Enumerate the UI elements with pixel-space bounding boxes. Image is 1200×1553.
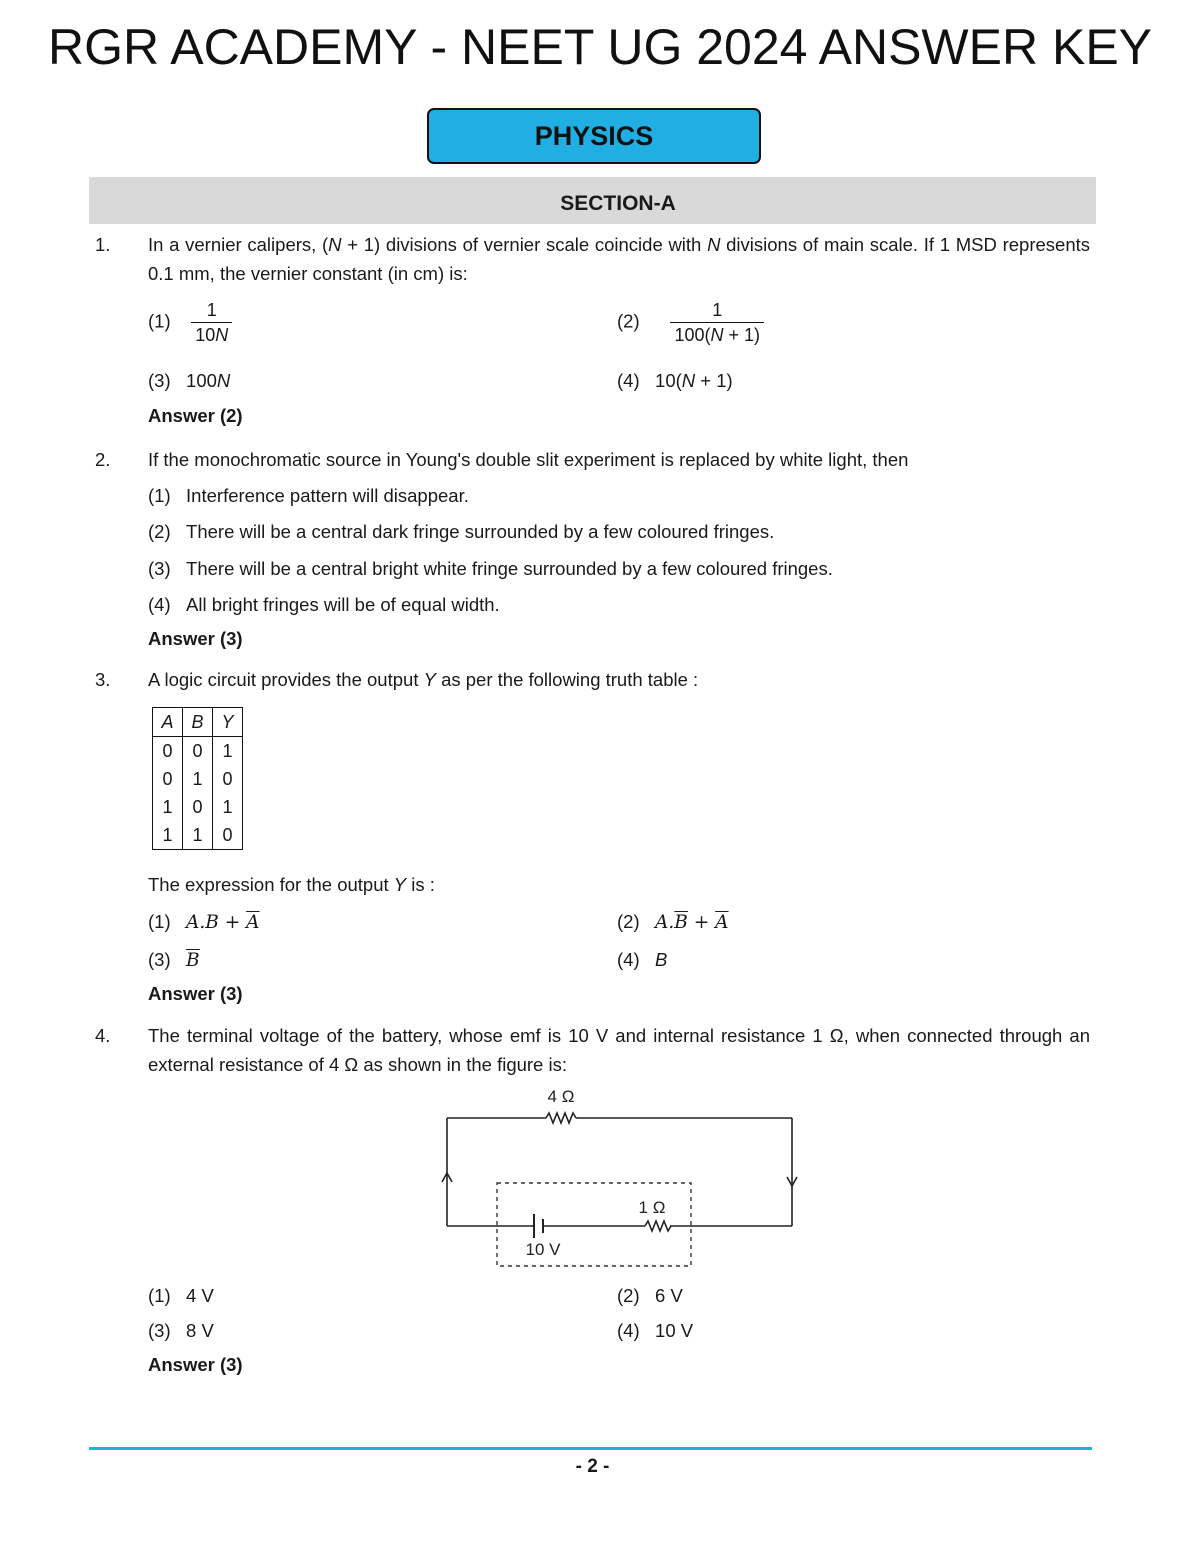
table-header-cell: Y: [213, 708, 243, 737]
table-cell: 0: [153, 737, 183, 766]
table-cell: 0: [183, 737, 213, 766]
option-3: (3) 100N: [148, 370, 231, 391]
option-4: (4) 10(N + 1): [617, 370, 733, 391]
table-cell: 0: [213, 765, 243, 793]
table-cell: 0: [153, 765, 183, 793]
question-text: If the monochromatic source in Young's double slit experiment is replaced by white light, then: [148, 449, 909, 470]
question-text: A logic circuit provides the output Y as per the following truth table :: [148, 669, 699, 690]
option-2: (2) There will be a central dark fringe surrounded by a few coloured fringes.: [148, 521, 775, 542]
table-cell: 0: [183, 793, 213, 821]
question-number: 2.: [95, 449, 111, 470]
subject-banner: PHYSICS: [427, 108, 761, 164]
option-3: (3) There will be a central bright white fringe surrounded by a few coloured fringes.: [148, 558, 833, 579]
question-text: In a vernier calipers, (N + 1) divisions of vernier scale coincide with N divisions of main scale. If 1 MSD represents 0.1 mm, the vernier constant (in cm) is:: [148, 234, 1090, 284]
option-2: (2) 6 V: [617, 1285, 683, 1306]
external-resistor-label: 4 Ω: [547, 1087, 575, 1106]
table-cell: 1: [183, 821, 213, 850]
option-2: (2) $\frac{1}{100(N + 1)}$: [617, 298, 764, 347]
answer-label: Answer (3): [148, 628, 243, 649]
option-1: (1) Interference pattern will disappear.: [148, 485, 469, 506]
emf-label: 10 V: [525, 1240, 561, 1259]
option-4: (4) B: [617, 949, 668, 970]
table-cell: 1: [213, 737, 243, 766]
question-text: The terminal voltage of the battery, whose emf is 10 V and internal resistance 1 Ω, when connected through an external resistance of 4 Ω as shown in the figure is:: [148, 1025, 1090, 1075]
option-2: (2) $A.\overline{B} + \overline{A}$: [617, 911, 729, 933]
answer-label: Answer (3): [148, 983, 243, 1004]
option-3: (3) $\overline{B}$: [148, 949, 200, 971]
answer-label: Answer (2): [148, 405, 243, 426]
page-header-title: RGR ACADEMY - NEET UG 2024 ANSWER KEY: [47, 19, 1153, 75]
question-number: 1.: [95, 234, 111, 255]
fraction: $\frac{1}{10N}$: [191, 298, 232, 347]
table-header-cell: A: [153, 708, 183, 737]
section-title: SECTION-A: [560, 192, 676, 215]
table-cell: 1: [153, 821, 183, 850]
table-cell: 1: [213, 793, 243, 821]
table-header-cell: B: [183, 708, 213, 737]
option-1: (1) $\frac{1}{10N}$: [148, 298, 232, 347]
page-number: - 2 -: [575, 1456, 610, 1477]
question-number: 3.: [95, 669, 111, 690]
option-4: (4) All bright fringes will be of equal width.: [148, 594, 500, 615]
table-cell: 0: [213, 821, 243, 850]
answer-label: Answer (3): [148, 1354, 243, 1375]
internal-resistor-label: 1 Ω: [638, 1198, 666, 1217]
option-1: (1) $A.B + \overline{A}$: [148, 911, 260, 933]
question-subtext: The expression for the output Y is :: [148, 874, 435, 895]
fraction: $\frac{1}{100(N + 1)}$: [670, 298, 764, 347]
option-4: (4) 10 V: [617, 1320, 694, 1341]
table-cell: 1: [183, 765, 213, 793]
option-3: (3) 8 V: [148, 1320, 214, 1341]
footer-divider: [89, 1447, 1092, 1450]
question-number: 4.: [95, 1025, 111, 1046]
option-1: (1) 4 V: [148, 1285, 214, 1306]
table-cell: 1: [153, 793, 183, 821]
